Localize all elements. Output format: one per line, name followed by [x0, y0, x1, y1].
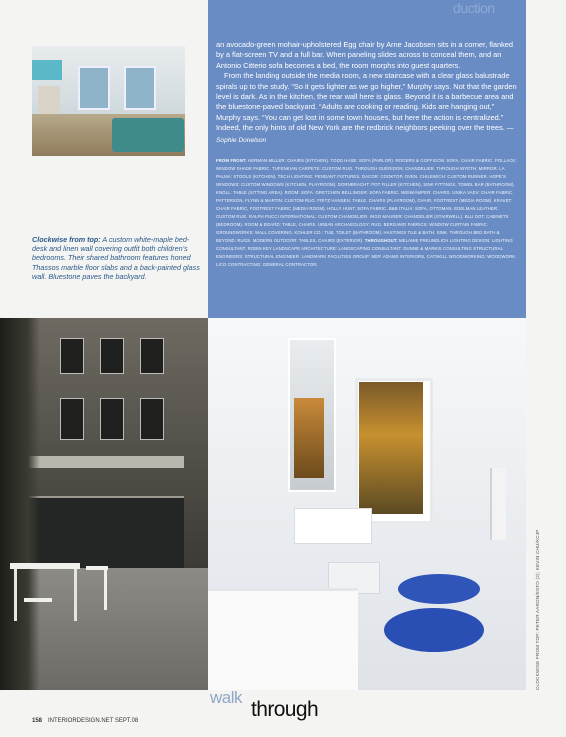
credits-label-front: FROM FRONT: [216, 158, 247, 163]
credits-label-throughout: THROUGHOUT: [364, 238, 398, 243]
section-title-through: through [251, 698, 319, 721]
bathroom-photo [208, 318, 526, 690]
photo-credit: CLOCKWISE FROM TOP: PETER AARON/ESTO (2); KEVIN CHU/KCJP [535, 529, 540, 690]
credits-text-front: HERMAN MILLER: CHAIRS (KITCHEN). TODD HASE: SOFA (PARLOR). ROGERS & GOFFIGON: SOFA, CHAIR FABRIC. POLLACK: WINDOW SHADE FABRIC. TUFENKIAN CARPETS: CUSTOM RUG. THROUGH GUÉRIDON: CHANDELIER. THROUGH WYETH: MIRROR. LA PALMA: STOOLS (KITCHEN). TECH LIGHTING: PENDANT FIXTURES. DACOR: COOKTOP, OVEN. CHILEWICH: CUSTOM RUNNER. HOPE’S WINDOWS: CUSTOM WINDOWS (KITCHEN, PLAYROOM). DORNBRACHT: POT FILLER (KITCHEN), SINK FITTINGS, TOWEL BAR (BATHROOM). KNOLL: TABLE (SITTING AREA). ROOM: SOFA. GRETCHEN BELLINGER: SOFA FABRIC. NIENKÄMPER: CHAIRS. UNIKA VAEV: CHAIR FABRIC. PATTERSON, FLYNN & MARTIN: CUSTOM RUG. FRITZ HANSEN: TABLE, CHAIRS (PLAYROOM), CHAIR, FOOTREST (MEDIA ROOM). KRAVET: CHAIR FABRIC, FOOTREST FABRIC (MEDIA ROOM). HOLLY HUNT: SOFA FABRIC. B&B ITALIA: SOFA, OTTOMAN. EDELMAN LEATHER: CUSTOM RUG. RALPH PUCCI INTERNATIONAL: CUSTOM CHANDELIER. INGO MAURER: CHANDELIER (STAIRWELL). BLU DOT: CABINETS (BEDROOM). ROOM & BOARD: TABLE, CHAIRS. URBAN ARCHAEOLOGY: RUG. BERGAMO FABRICS: WINDOW CURTAIN FABRIC. GROUNDWORKS: WALL COVERING. KOHLER CO.: TUB, TOILET (BATHROOM). HASTINGS TILE & BATH: SINK. THROUGH BED BATH & BEYOND: RUGS. MODERN OUTDOOR: TABLES, CHAIRS (EXTERIOR). [216, 158, 517, 243]
caption-lead: Clockwise from top: [32, 235, 101, 244]
article-text [216, 40, 518, 146]
article-paragraph-1: an avocado-green mohair-upholstered Egg chair by Arne Jacobsen sits in a corner, flanked by a flat-screen TV and a full bar. When paneling slides across to conceal them, and an Antonio Citterio sofa becomes a bed, the room morphs into guest quarters. [216, 40, 514, 70]
ghost-header: duction [453, 0, 495, 16]
bedroom-photo [32, 46, 185, 156]
section-title-walk: walk [210, 688, 243, 707]
page-folio [32, 718, 138, 724]
page-number: 158 [32, 718, 43, 724]
photo-caption [32, 235, 202, 281]
credits-text-throughout: MELANIE FREUNDLICH LIGHTING DESIGN: LIGHTING CONSULTANT. ROBIN KEY LANDSCAPE ARCHITECTURE: LANDSCAPING CONSULTANT. DUNNE & MARKIS CONSULTING STRUCTURAL ENGINEERS: STRUCTURAL ENGINEER. LANDMARK FACILITIES GROUP: MEP. ADAMS INTERIORS, CATSKILL WOODWORKING: WOODWORK. LICO CONTRACTING: GENERAL CONTRACTOR. [216, 238, 517, 267]
article-paragraph-2: From the landing outside the media room, a new staircase with a clear glass balustrade spirals up to the study. “So it gets lighter as we go higher,” Murphy says. Not that the garden level is dark. As in the kitchen, the rear wall here is glass. Beyond it is a barbecue area and the bluestone-paved backyard. “Adults are cooking or reading. Kids are hanging out,” Murphy says. “You can get lost in some town houses, but here the action is centralized.” Indeed, the only hints of old New York are the redbrick neighbors peeking over the trees. [216, 71, 517, 133]
publication-line: INTERIORDESIGN.NET SEPT.08 [48, 718, 139, 724]
backyard-photo [0, 318, 208, 690]
caption-text: A custom white-maple bed-desk and linen wall covering outfit both children’s bedrooms. Their shared bathroom features honed Thassos marble floor slabs and a back-painted glass wall. Bluestone paves the backyard. [32, 235, 200, 281]
article-signature: —Sophie Donelson [216, 125, 514, 144]
resource-credits [216, 157, 518, 269]
